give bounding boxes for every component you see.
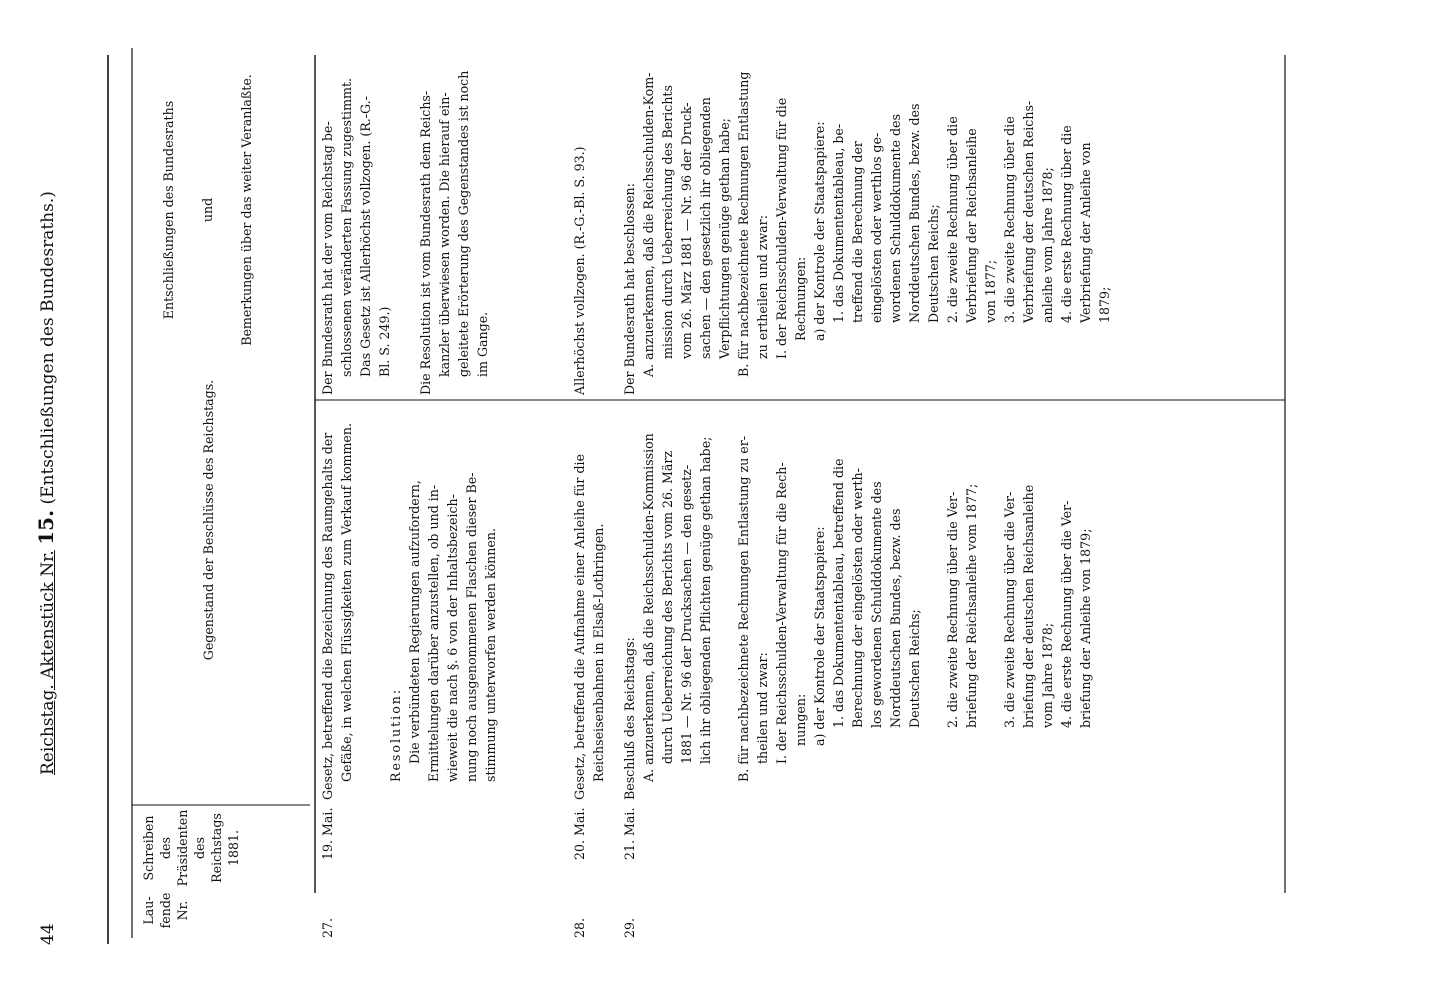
row-27-resolution-line: Die verbündeten Regierungen aufzufordern, xyxy=(407,480,422,764)
row-27-resolution-line: stimmung unterworfen werden können. xyxy=(483,528,498,782)
row-29-subject-line: lich ihr obliegenden Pflichten genüge gethan habe; xyxy=(698,436,713,764)
col-header-decision-line: Entschließungen des Bundesraths xyxy=(161,100,176,320)
row-29-subject-line xyxy=(924,400,943,800)
row-28-decision-line: Allerhöchst vollzogen. (R.-G.-Bl. S. 93.) xyxy=(572,146,587,395)
row-28-subject xyxy=(570,400,608,800)
row-29-decision-line: anleihe vom Jahre 1878; xyxy=(1040,167,1055,323)
row-29-decision-line: mission durch Ueberreichung des Berichts xyxy=(660,85,675,359)
row-29-nr: 29. xyxy=(622,917,637,938)
row-29-decision-line: Der Bundesrath hat beschlossen: xyxy=(622,183,637,395)
row-27-date: 19. Mai. xyxy=(320,807,335,860)
row-29-subject-line: Norddeutschen Bundes, bezw. des xyxy=(888,508,903,728)
row-29-decision-line: eingelösten oder werthlos ge- xyxy=(869,132,884,323)
row-27-decision2-line: im Gange. xyxy=(475,311,490,377)
row-29-subject-line: a) der Kontrole der Staatspapiere: xyxy=(812,526,827,746)
col-header-letter-line: Reichstags xyxy=(209,813,224,883)
row-29-subject-line: briefung der Anleihe von 1879; xyxy=(1078,528,1093,728)
spacer xyxy=(356,400,386,800)
row-29-subject xyxy=(620,400,1095,800)
row-29-subject-line: Berechnung der eingelösten oder werth- xyxy=(850,468,865,728)
row-29-decision-line: von 1877; xyxy=(983,259,998,323)
row-29-decision xyxy=(620,55,1114,395)
row-27-decision2-line: kanzler überwiesen worden. Die hierauf ein- xyxy=(437,92,452,377)
col-header-letter xyxy=(140,803,242,893)
row-29-subject-line xyxy=(715,400,734,800)
row-27-decision2-line: Die Resolution ist vom Bundesrath dem Reichs- xyxy=(418,90,433,395)
row-29-decision-line: wordenen Schulddokumente des xyxy=(888,114,903,323)
col-header-nr-line: Lau- xyxy=(141,896,156,925)
col-header-nr-line: fende xyxy=(158,892,173,929)
row-28-date: 20. Mai. xyxy=(572,807,587,860)
row-29-decision-line: Verbriefung der deutschen Reichs- xyxy=(1021,100,1036,323)
row-29-decision-line: Verbriefung der Reichsanleihe xyxy=(964,128,979,323)
row-29-subject-line: A. anzuerkennen, daß die Reichsschulden-Kommission xyxy=(641,433,656,782)
row-29-subject-line: I. der Reichsschulden-Verwaltung für die Rech- xyxy=(774,462,789,764)
row-27-decision xyxy=(318,55,492,395)
row-27-decision-line: schlossenen veränderten Fassung zugestimmt. xyxy=(339,77,354,377)
row-29-decision-line: I. der Reichsschulden-Verwaltung für die xyxy=(774,97,789,359)
row-29-subject-line: theilen und zwar: xyxy=(755,652,770,764)
row-29-subject-line: 3. die zweite Rechnung über die Ver- xyxy=(1002,491,1017,728)
col-header-letter-line: des xyxy=(158,837,173,859)
row-27-resolution-line: Ermittelungen darüber anzustellen, ob und in- xyxy=(426,484,441,782)
row-27-nr: 27. xyxy=(320,917,335,938)
row-27-decision-line: Der Bundesrath hat der vom Reichstag be- xyxy=(320,121,335,395)
col-header-letter-line: Präsidenten xyxy=(175,809,190,887)
col-header-decision-line: Bemerkungen über das weiter Veranlaßte. xyxy=(239,74,254,346)
header-suffix: (Entschließungen des Bundesraths.) xyxy=(38,191,58,505)
row-29-decision-line: 4. die erste Rechnung über die xyxy=(1059,125,1074,323)
header-number: 15. xyxy=(34,509,58,545)
col-header-letter-line: 1881. xyxy=(226,829,241,867)
row-29-subject-line: B. für nachbezeichnete Rechnungen Entlastung zu er- xyxy=(736,436,751,782)
row-29-date: 21. Mai. xyxy=(622,807,637,860)
row-27-resolution-line: nung noch ausgenommenen Flaschen dieser Be- xyxy=(464,472,479,782)
row-29-decision-line: treffend die Berechnung der xyxy=(850,141,865,323)
row-29-decision-line: Verbriefung der Anleihe von xyxy=(1078,142,1093,323)
row-27-decision2-line: geleitete Erörterung des Gegenstandes ist noch xyxy=(456,70,471,377)
row-29-decision-line: Deutschen Reichs; xyxy=(926,204,941,323)
row-29-decision-line: a) der Kontrole der Staatspapiere: xyxy=(812,121,827,341)
row-29-decision-line: A. anzuerkennen, daß die Reichsschulden-Kom- xyxy=(641,72,656,377)
row-29-decision-line: sachen — den gesetzlich ihr obliegenden xyxy=(698,97,713,359)
row-29-subject-line: nungen: xyxy=(793,693,808,746)
row-27-subject xyxy=(318,400,500,800)
row-29-decision-line: 2. die zweite Rechnung über die xyxy=(945,116,960,323)
col-header-nr-line: Nr. xyxy=(175,900,190,921)
row-29-decision-line: zu ertheilen und zwar: xyxy=(755,215,770,359)
row-29-subject-line: Beschluß des Reichstags: xyxy=(622,637,637,800)
col-header-subject-text: Gegenstand der Beschlüsse des Reichstags. xyxy=(201,379,216,661)
resolution-label: Resolution: xyxy=(388,687,403,782)
row-29-decision-line: vom 26. März 1881 — Nr. 96 der Druck- xyxy=(679,102,694,359)
row-29-subject-line: briefung der deutschen Reichsanleihe xyxy=(1021,484,1036,728)
row-27-decision-line: Das Gesetz ist Allerhöchst vollzogen. (R.-G.- xyxy=(358,96,373,377)
row-28-nr: 28. xyxy=(572,917,587,938)
col-header-letter-line: des xyxy=(192,837,207,859)
col-header-subject xyxy=(200,370,217,670)
row-29-decision-line: 1879; xyxy=(1097,286,1112,323)
row-29-decision-line: 1. das Dokumententableau, be- xyxy=(831,123,846,323)
row-29-decision-line: B. für nachbezeichnete Rechnungen Entlastung xyxy=(736,71,751,377)
col-header-decision-line: und xyxy=(200,197,215,223)
row-29-decision-line: Verpflichtungen genüge gethan habe; xyxy=(717,118,732,359)
row-29-decision-line: Norddeutschen Bundes, bezw. des xyxy=(907,103,922,323)
col-header-decision xyxy=(160,60,255,360)
row-29-decision-line: 3. die zweite Rechnung über die xyxy=(1002,116,1017,323)
col-header-letter-line: Schreiben xyxy=(141,815,156,881)
row-29-subject-line: 2. die zweite Rechnung über die Ver- xyxy=(945,491,960,728)
row-28-decision xyxy=(570,55,589,395)
spacer xyxy=(394,55,416,395)
row-29-subject-line: 4. die erste Rechnung über die Ver- xyxy=(1059,500,1074,728)
row-29-subject-line: vom Jahre 1878; xyxy=(1040,622,1055,728)
header-prefix: Reichstag. Aktenstück Nr. xyxy=(38,550,58,775)
row-27-subject-line: Gefäße, in welchen Flüssigkeiten zum Verkauf kommen. xyxy=(339,422,354,782)
row-29-subject-line: 1881 — Nr. 96 der Drucksachen — den gesetz- xyxy=(679,464,694,764)
row-27-decision-line: Bl. S. 249.) xyxy=(377,306,392,377)
row-28-subject-line: Gesetz, betreffend die Aufnahme einer Anleihe für die xyxy=(572,454,587,800)
row-29-subject-line: los gewordenen Schulddokumente des xyxy=(869,481,884,728)
page-number: 44 xyxy=(38,923,58,945)
row-28-subject-line: Reichseisenbahnen in Elsaß-Lothringen. xyxy=(591,523,606,782)
row-29-subject-line: 1. das Dokumententableau, betreffend die xyxy=(831,458,846,728)
row-29-subject-line: Deutschen Reichs; xyxy=(907,609,922,728)
row-29-decision-line: Rechnungen: xyxy=(793,256,808,341)
row-29-subject-line xyxy=(981,400,1000,800)
row-27-resolution-line: wieweit die nach §. 6 von der Inhaltsbezeich- xyxy=(445,494,460,782)
row-29-subject-line: briefung der Reichsanleihe vom 1877; xyxy=(964,483,979,728)
row-29-subject-line: durch Ueberreichung des Berichts vom 26. März xyxy=(660,450,675,764)
row-27-subject-line: Gesetz, betreffend die Bezeichnung des Raumgehalts der xyxy=(320,432,335,800)
